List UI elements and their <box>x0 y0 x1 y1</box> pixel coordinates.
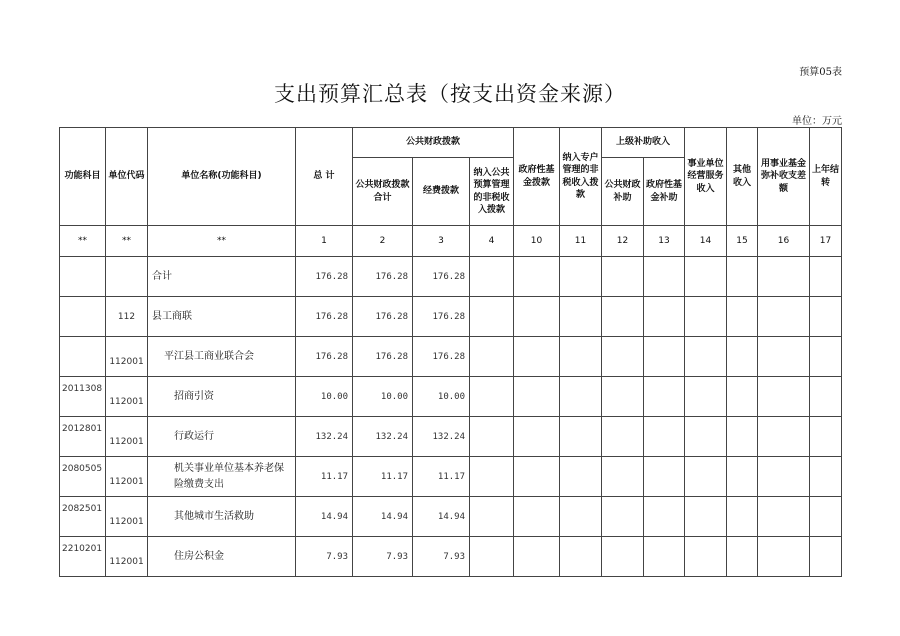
header-public-finance-subsidy: 公共财政补助 <box>602 158 644 226</box>
empty-cell <box>514 537 560 577</box>
empty-cell <box>685 257 727 297</box>
total-cell: 132.24 <box>296 417 353 457</box>
empty-cell <box>514 337 560 377</box>
empty-cell <box>470 537 514 577</box>
empty-cell <box>560 537 602 577</box>
unit-name-cell <box>148 537 296 577</box>
index-cell: ** <box>148 226 296 257</box>
func-subject-code: 2011308 <box>62 384 103 394</box>
empty-cell <box>758 377 810 417</box>
header-unit-code: 单位代码 <box>106 128 148 226</box>
empty-cell <box>727 537 758 577</box>
unit-code: 112001 <box>109 436 144 447</box>
empty-cell <box>602 377 644 417</box>
header-superior-subsidy: 上级补助收入 <box>602 128 685 158</box>
empty-cell <box>602 417 644 457</box>
header-gov-fund: 政府性基金拨款 <box>514 128 560 226</box>
unit-name: 县工商联 <box>152 310 192 322</box>
unit-name-cell <box>148 377 296 417</box>
unit-code: 112001 <box>109 396 144 407</box>
public-finance-total-cell: 176.28 <box>353 257 413 297</box>
empty-cell <box>602 537 644 577</box>
empty-cell <box>727 297 758 337</box>
table-row <box>60 417 842 457</box>
unit-name: 行政运行 <box>174 430 214 442</box>
total-cell: 14.94 <box>296 497 353 537</box>
empty-cell <box>758 337 810 377</box>
header-gov-fund-subsidy: 政府性基金补助 <box>644 158 685 226</box>
form-number: 预算05表 <box>799 67 842 78</box>
empty-cell <box>685 497 727 537</box>
empty-cell <box>560 417 602 457</box>
header-public-finance: 公共财政拨款 <box>353 128 514 158</box>
unit-code-cell <box>106 537 148 577</box>
total-cell: 176.28 <box>296 337 353 377</box>
empty-cell <box>758 457 810 497</box>
unit-code: 112001 <box>109 556 144 567</box>
index-cell: 11 <box>560 226 602 257</box>
header-carryover: 上年结转 <box>810 128 842 226</box>
empty-cell <box>685 337 727 377</box>
table-row <box>60 497 842 537</box>
unit-label: 单位：万元 <box>792 116 842 127</box>
table-row <box>60 297 842 337</box>
empty-cell <box>644 297 685 337</box>
empty-cell <box>810 457 842 497</box>
empty-cell <box>644 497 685 537</box>
empty-cell <box>644 377 685 417</box>
empty-cell <box>602 457 644 497</box>
func-subject-cell <box>60 257 106 297</box>
unit-code: 112001 <box>109 476 144 487</box>
total-cell: 10.00 <box>296 377 353 417</box>
header-total: 总 计 <box>296 128 353 226</box>
empty-cell <box>685 377 727 417</box>
empty-cell <box>514 377 560 417</box>
unit-code-cell <box>106 417 148 457</box>
operating-funds-cell: 7.93 <box>413 537 470 577</box>
total-cell: 7.93 <box>296 537 353 577</box>
unit-name-cell <box>148 497 296 537</box>
empty-cell <box>602 297 644 337</box>
empty-cell <box>514 417 560 457</box>
empty-cell <box>560 457 602 497</box>
func-subject-cell <box>60 377 106 417</box>
page-title: 支出预算汇总表（按支出资金来源） <box>274 82 626 106</box>
table-row <box>60 457 842 497</box>
index-cell: 12 <box>602 226 644 257</box>
empty-cell <box>810 417 842 457</box>
empty-cell <box>810 497 842 537</box>
empty-cell <box>810 337 842 377</box>
index-cell: 14 <box>685 226 727 257</box>
empty-cell <box>685 297 727 337</box>
empty-cell <box>470 337 514 377</box>
empty-cell <box>470 297 514 337</box>
empty-cell <box>758 417 810 457</box>
func-subject-cell <box>60 297 106 337</box>
unit-code-cell <box>106 337 148 377</box>
empty-cell <box>644 537 685 577</box>
empty-cell <box>727 497 758 537</box>
header-business-service: 事业单位经营服务收入 <box>685 128 727 226</box>
table-row <box>60 337 842 377</box>
func-subject-cell <box>60 417 106 457</box>
empty-cell <box>470 497 514 537</box>
operating-funds-cell: 14.94 <box>413 497 470 537</box>
table-row <box>60 377 842 417</box>
empty-cell <box>514 497 560 537</box>
header-non-tax-in-budget: 纳入公共预算管理的非税收入拨款 <box>470 158 514 226</box>
func-subject-code: 2080505 <box>62 464 103 474</box>
unit-code-cell <box>106 257 148 297</box>
empty-cell <box>727 457 758 497</box>
unit-code: 112 <box>117 311 136 322</box>
empty-cell <box>560 377 602 417</box>
empty-cell <box>644 257 685 297</box>
unit-code: 112001 <box>109 356 144 367</box>
index-cell: 15 <box>727 226 758 257</box>
empty-cell <box>514 257 560 297</box>
empty-cell <box>685 537 727 577</box>
unit-name: 机关事业单位基本养老保险缴费支出 <box>174 462 284 490</box>
empty-cell <box>810 297 842 337</box>
header-func-subject: 功能科目 <box>60 128 106 226</box>
index-cell: 17 <box>810 226 842 257</box>
public-finance-total-cell: 176.28 <box>353 337 413 377</box>
header-fund-balance: 用事业基金弥补收支差额 <box>758 128 810 226</box>
empty-cell <box>514 457 560 497</box>
index-cell: ** <box>106 226 148 257</box>
func-subject-code: 2082501 <box>62 504 103 514</box>
empty-cell <box>602 337 644 377</box>
unit-name-cell <box>148 257 296 297</box>
operating-funds-cell: 132.24 <box>413 417 470 457</box>
public-finance-total-cell: 7.93 <box>353 537 413 577</box>
table-row <box>60 257 842 297</box>
empty-cell <box>602 257 644 297</box>
empty-cell <box>810 257 842 297</box>
empty-cell <box>644 337 685 377</box>
operating-funds-cell: 11.17 <box>413 457 470 497</box>
empty-cell <box>560 297 602 337</box>
total-cell: 176.28 <box>296 297 353 337</box>
func-subject-code: 2012801 <box>62 424 103 434</box>
unit-name: 平江县工商业联合会 <box>164 350 254 362</box>
index-cell: 10 <box>514 226 560 257</box>
header-other-income: 其他收入 <box>727 128 758 226</box>
unit-code-cell <box>106 497 148 537</box>
empty-cell <box>685 417 727 457</box>
table-row <box>60 537 842 577</box>
budget-table <box>59 127 842 577</box>
func-subject-cell <box>60 337 106 377</box>
public-finance-total-cell: 14.94 <box>353 497 413 537</box>
empty-cell <box>758 497 810 537</box>
total-cell: 176.28 <box>296 257 353 297</box>
empty-cell <box>727 337 758 377</box>
empty-cell <box>810 537 842 577</box>
empty-cell <box>602 497 644 537</box>
unit-name: 其他城市生活救助 <box>174 510 254 522</box>
index-cell: 1 <box>296 226 353 257</box>
header-public-finance-total: 公共财政拨款合计 <box>353 158 413 226</box>
unit-code-cell <box>106 377 148 417</box>
empty-cell <box>560 257 602 297</box>
header-unit-name: 单位名称(功能科目) <box>148 128 296 226</box>
empty-cell <box>727 377 758 417</box>
empty-cell <box>560 497 602 537</box>
empty-cell <box>470 457 514 497</box>
total-cell: 11.17 <box>296 457 353 497</box>
operating-funds-cell: 176.28 <box>413 297 470 337</box>
public-finance-total-cell: 132.24 <box>353 417 413 457</box>
empty-cell <box>470 377 514 417</box>
empty-cell <box>644 417 685 457</box>
func-subject-cell <box>60 497 106 537</box>
unit-name: 招商引资 <box>174 390 214 402</box>
public-finance-total-cell: 10.00 <box>353 377 413 417</box>
operating-funds-cell: 10.00 <box>413 377 470 417</box>
empty-cell <box>685 457 727 497</box>
func-subject-cell <box>60 537 106 577</box>
empty-cell <box>758 257 810 297</box>
index-cell: 2 <box>353 226 413 257</box>
func-subject-cell <box>60 457 106 497</box>
public-finance-total-cell: 11.17 <box>353 457 413 497</box>
operating-funds-cell: 176.28 <box>413 257 470 297</box>
unit-name-cell <box>148 457 296 497</box>
index-cell: 3 <box>413 226 470 257</box>
empty-cell <box>758 537 810 577</box>
operating-funds-cell: 176.28 <box>413 337 470 377</box>
empty-cell <box>470 417 514 457</box>
unit-name-cell <box>148 297 296 337</box>
index-cell: 16 <box>758 226 810 257</box>
index-cell: 13 <box>644 226 685 257</box>
column-index-row <box>60 226 842 257</box>
empty-cell <box>810 377 842 417</box>
unit-code: 112001 <box>109 516 144 527</box>
empty-cell <box>727 257 758 297</box>
func-subject-code: 2210201 <box>62 544 103 554</box>
index-cell: 4 <box>470 226 514 257</box>
unit-code-cell <box>106 457 148 497</box>
unit-name-cell <box>148 417 296 457</box>
unit-name-cell <box>148 337 296 377</box>
unit-name: 住房公积金 <box>174 550 224 562</box>
empty-cell <box>727 417 758 457</box>
header-operating-funds: 经费拨款 <box>413 158 470 226</box>
index-cell: ** <box>60 226 106 257</box>
unit-code-cell <box>106 297 148 337</box>
empty-cell <box>758 297 810 337</box>
empty-cell <box>644 457 685 497</box>
empty-cell <box>470 257 514 297</box>
header-non-tax-special: 纳入专户管理的非税收入拨款 <box>560 128 602 226</box>
empty-cell <box>514 297 560 337</box>
public-finance-total-cell: 176.28 <box>353 297 413 337</box>
unit-name: 合计 <box>152 270 172 282</box>
empty-cell <box>560 337 602 377</box>
